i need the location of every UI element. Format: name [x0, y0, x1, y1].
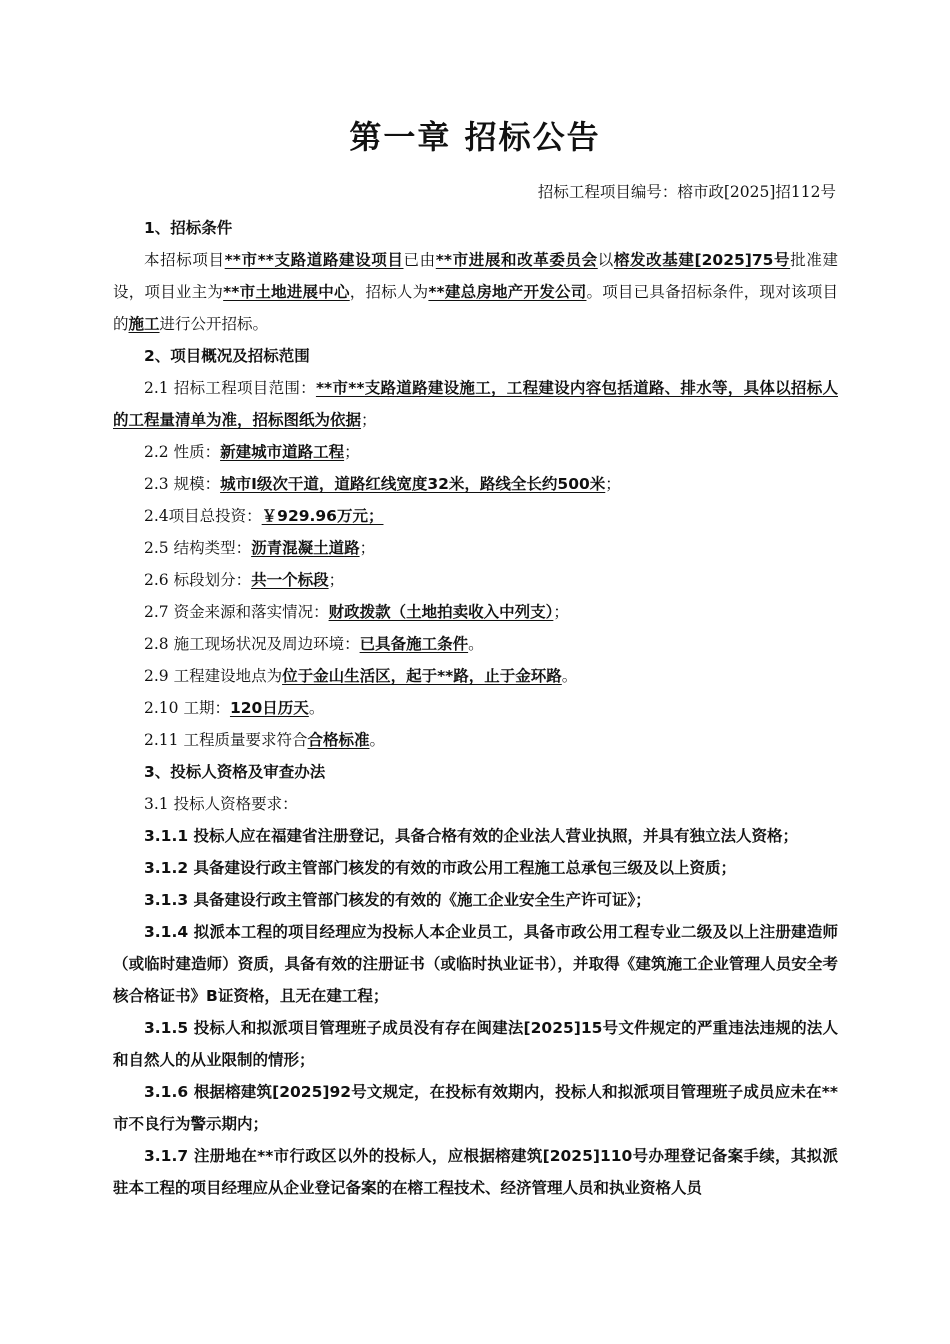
item-value: **市**支路道路建设施工，工程建设内容包括道路、排水等，具体以招标人的工程量清单为准，招标图纸为依据 [113, 379, 838, 429]
approval-doc: 榕发改基建[2025]75号 [613, 251, 791, 269]
item-value: 共一个标段 [251, 571, 329, 589]
section-3-heading: 3、投标人资格及审查办法 [144, 763, 326, 781]
approver: **市进展和改革委员会 [435, 251, 598, 269]
requirement-3-1-3: 3.1.3 具备建设行政主管部门核发的有效的《施工企业安全生产许可证》； [144, 891, 651, 909]
requirement-3-1-6: 3.1.6 根据榕建筑[2025]92号文规定，在投标有效期内，投标人和拟派项目管理班子成员应未在**市不良行为警示期内； [113, 1083, 838, 1133]
document-body [113, 212, 838, 1204]
chapter-title: 第一章 招标公告 [349, 118, 601, 156]
item-end: ； [605, 475, 621, 493]
item-2-6 [113, 564, 838, 596]
section-1-paragraph [113, 244, 838, 340]
requirement-3-1-5: 3.1.5 投标人和拟派项目管理班子成员没有存在闽建法[2025]15号文件规定的严重违法违规的法人和自然人的从业限制的情形； [113, 1019, 838, 1069]
item-value: 沥青混凝土道路 [251, 539, 360, 557]
item-label: 2.10 工期： [144, 699, 230, 717]
item-value: 已具备施工条件 [359, 635, 469, 653]
item-2-7 [113, 596, 838, 628]
requirement-3-1-1: 3.1.1 投标人应在福建省注册登记，具备合格有效的企业法人营业执照，并具有独立法人资格； [144, 827, 799, 845]
project-number: 招标工程项目编号：榕市政[2025]招112号 [537, 183, 836, 201]
item-label: 2.3 规模： [144, 475, 221, 493]
item-end: 。 [468, 635, 484, 653]
item-2-1 [113, 372, 838, 436]
requirement-3-1-2: 3.1.2 具备建设行政主管部门核发的有效的市政公用工程施工总承包三级及以上资质； [144, 859, 737, 877]
item-end: ； [553, 603, 569, 621]
item-end: ； [359, 539, 376, 557]
item-2-5 [113, 532, 838, 564]
item-label: 2.9 工程建设地点为 [144, 667, 283, 685]
item-label: 2.7 资金来源和落实情况： [144, 603, 329, 621]
requirement-3-1-7: 3.1.7 注册地在**市行政区以外的投标人，应根据榕建筑[2025]110号办理登记备案手续，其拟派驻本工程的项目经理应从企业登记备案的在榕工程技术、经济管理人员和执业资格人员 [113, 1147, 838, 1197]
qualification-subheading: 3.1 投标人资格要求： [144, 795, 298, 813]
item-end: ； [361, 411, 377, 429]
item-2-3 [113, 468, 838, 500]
item-end: 。 [561, 667, 578, 685]
item-label: 2.1 招标工程项目范围： [144, 379, 316, 397]
item-2-4 [113, 500, 838, 532]
item-value: 位于金山生活区，起于**路，止于金环路 [282, 667, 562, 685]
item-value: 城市Ⅰ级次干道，道路红线宽度32米，路线全长约500米 [220, 475, 606, 493]
item-label: 2.5 结构类型： [144, 539, 252, 557]
requirement-3-1-4: 3.1.4 拟派本工程的项目经理应为投标人本企业员工，具备市政公用工程专业二级及以上注册建造师（或临时建造师）资质，具备有效的注册证书（或临时执业证书），并取得《建筑施工企业管理人员安全考核合格证书》B证资格，且无在建工程； [113, 923, 838, 1005]
item-2-8 [113, 628, 838, 660]
text-run: 。项目已具备招标条件，现对该项目的 [113, 283, 838, 333]
item-end: 。 [308, 699, 325, 717]
item-2-10 [113, 692, 838, 724]
item-label: 2.11 工程质量要求符合 [144, 731, 308, 749]
scope-word: 施工 [128, 315, 160, 333]
item-label: 2.4项目总投资： [144, 507, 262, 525]
item-2-11 [113, 724, 838, 756]
section-1-heading: 1、招标条件 [144, 219, 233, 237]
item-label: 2.6 标段划分： [144, 571, 252, 589]
item-end: ； [344, 443, 360, 461]
tenderer: **建总房地产开发公司 [428, 283, 587, 301]
item-end: 。 [369, 731, 385, 749]
item-value: 财政拨款（土地拍卖收入中列支） [328, 603, 554, 621]
item-value: 新建城市道路工程 [220, 443, 345, 461]
text-run: 批准建设，项目业主为 [113, 251, 838, 301]
text-run: 以 [597, 251, 614, 269]
text-run: ，招标人为 [349, 283, 429, 301]
item-label: 2.8 施工现场状况及周边环境： [144, 635, 360, 653]
item-value: ￥929.96万元； [261, 507, 384, 525]
section-2-heading: 2、项目概况及招标范围 [144, 347, 310, 365]
item-value: 120日历天 [229, 699, 309, 717]
owner: **市土地进展中心 [223, 283, 350, 301]
item-value: 合格标准 [307, 731, 370, 749]
text-run: 进行公开招标。 [159, 315, 269, 333]
item-2-2 [113, 436, 838, 468]
item-2-9 [113, 660, 838, 692]
project-name: **市**支路道路建设项目 [224, 251, 404, 269]
text-run: 本招标项目 [144, 251, 225, 269]
text-run: 已由 [403, 251, 436, 269]
item-label: 2.2 性质： [144, 443, 221, 461]
item-end: ； [328, 571, 345, 589]
